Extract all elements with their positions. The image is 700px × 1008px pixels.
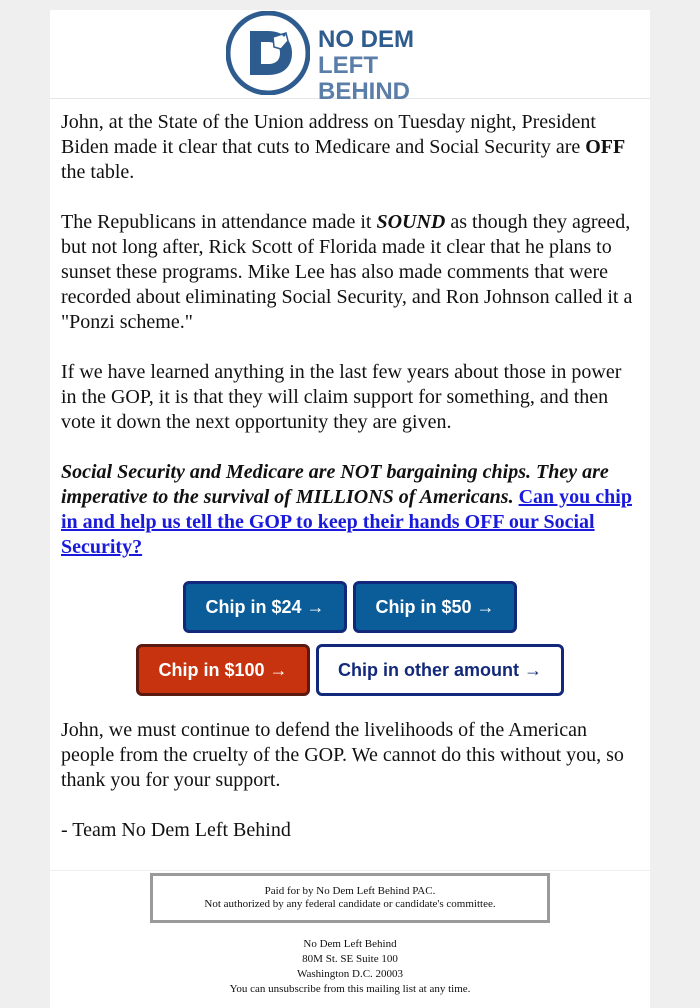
signoff: - Team No Dem Left Behind <box>61 819 291 841</box>
brand-logo[interactable] <box>226 11 476 105</box>
paid-for-text: Paid for by No Dem Left Behind PAC. <box>264 885 436 897</box>
chip-in-50-button[interactable]: Chip in $50 → <box>353 581 517 633</box>
email-body <box>61 110 641 585</box>
chip-in-24-button[interactable]: Chip in $24 → <box>183 581 347 633</box>
paragraph-1 <box>61 110 641 185</box>
emphasis-off: OFF <box>585 136 626 158</box>
email-header <box>50 10 650 105</box>
mailing-address <box>50 937 650 997</box>
donate-row-1 <box>50 581 650 633</box>
bold-statement: Social Security and Medicare are NOT bargaining chips. They are imperative to the survival of MILLIONS of Americans. <box>61 461 609 508</box>
chip-in-100-button[interactable]: Chip in $100 → <box>136 644 310 696</box>
not-authorized-text: Not authorized by any federal candidate or candidate's committee. <box>204 898 496 910</box>
paragraph-1-text: John, at the State of the Union address on Tuesday night, President Biden made it clear that cuts to Medicare and Social Security are <box>61 111 596 158</box>
paragraph-2-end: as though they agreed, but not long after, Rick Scott of Florida made it clear that he plans to sunset these programs. Mike Lee has also made comments that were recorded about eliminating Social Security, and Ron Johnson called it a "Ponzi scheme." <box>61 211 633 333</box>
paragraph-3: If we have learned anything in the last few years about those in power in the GOP, it is that they will claim support for something, and then vote it down the next opportunity they are given. <box>61 361 622 433</box>
street-address: 80M St. SE Suite 100 <box>302 953 398 965</box>
chip-in-other-button[interactable]: Chip in other amount → <box>316 644 564 696</box>
paragraph-2 <box>61 210 641 335</box>
closing-section <box>61 718 641 868</box>
email-card <box>50 10 650 1008</box>
donate-row-2 <box>50 644 650 696</box>
paragraph-4 <box>61 460 641 560</box>
donate-link[interactable]: Can you chip in and help us tell the GOP to keep their hands OFF our Social Security? <box>61 486 632 558</box>
city-address: Washington D.C. 20003 <box>296 968 404 980</box>
logo-line-1: NO DEM <box>318 26 414 53</box>
disclaimer-box <box>150 873 550 923</box>
logo-d-icon <box>226 11 310 95</box>
logo-line-2: LEFT BEHIND <box>318 52 411 105</box>
paragraph-2-text: The Republicans in attendance made it <box>61 211 377 233</box>
logo-wordmark <box>318 27 476 105</box>
emphasis-sound: SOUND <box>376 211 446 233</box>
footer-divider <box>50 870 650 871</box>
closing-paragraph: John, we must continue to defend the livelihoods of the American people from the cruelty of the GOP. We cannot do this without you, so thank you for your support. <box>61 719 624 791</box>
org-name: No Dem Left Behind <box>303 938 397 950</box>
unsubscribe-text[interactable]: You can unsubscribe from this mailing list at any time. <box>229 983 471 995</box>
paragraph-1-end: the table. <box>61 161 135 183</box>
